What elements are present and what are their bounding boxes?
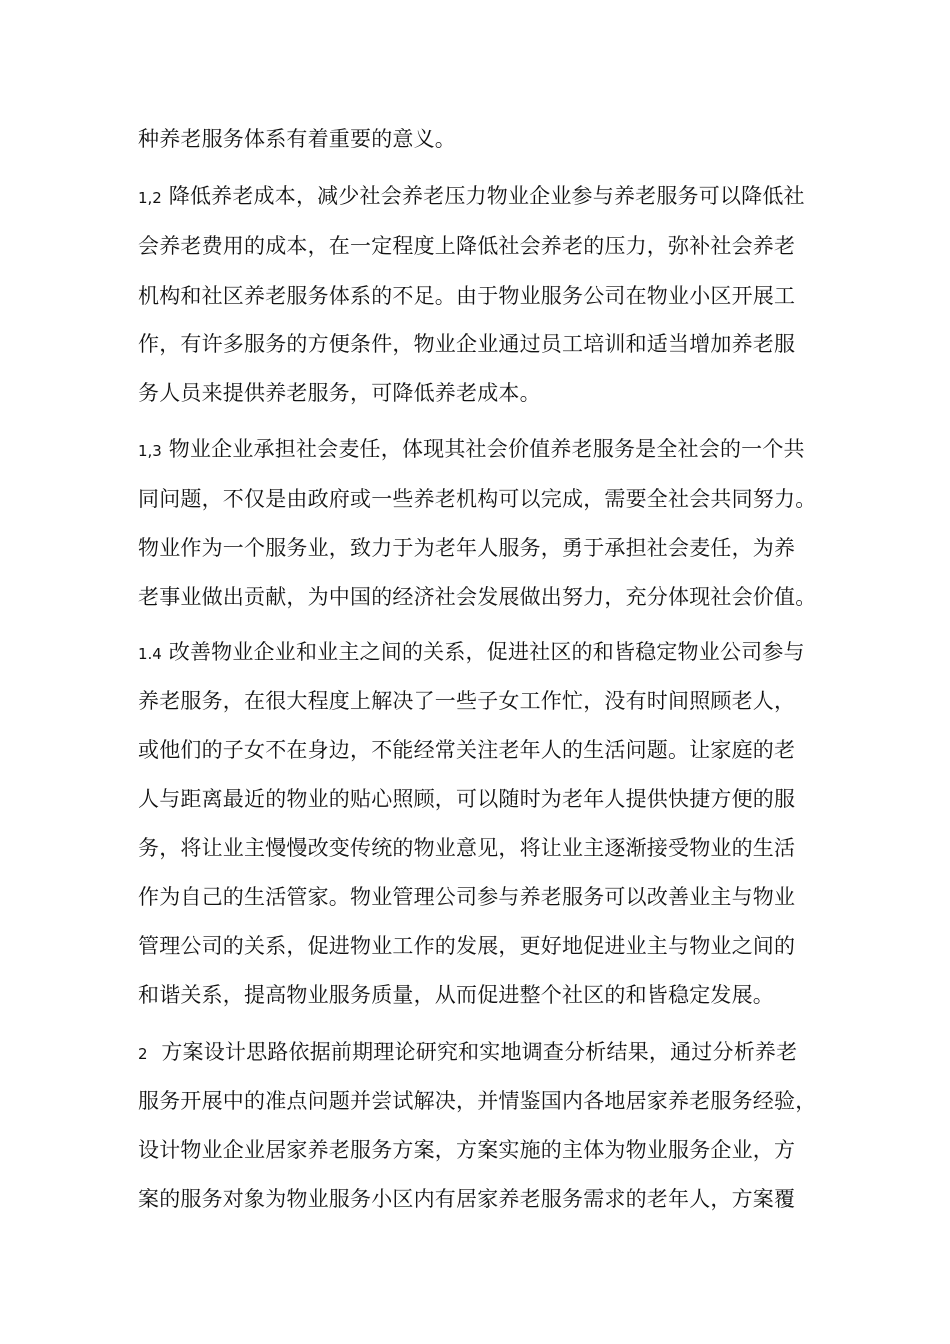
paragraph-line: 2 方案设计思路依据前期理论研究和实地调查分析结果，通过分析养老: [138, 1040, 798, 1064]
section-number: 2: [138, 1045, 148, 1063]
paragraph-line: 种养老服务体系有着重要的意义。: [138, 127, 456, 151]
paragraph-line: 1,2 降低养老成本，减少社会养老压力物业企业参与养老服务可以降低社: [138, 184, 805, 208]
section-number: 1,3: [138, 442, 162, 460]
paragraph-line: 或他们的子女不在身边，不能经常关注老年人的生活问题。让家庭的老: [138, 738, 796, 762]
paragraph-line: 物业作为一个服务业，致力于为老年人服务，勇于承担社会麦任，为养: [138, 536, 796, 560]
paragraph-line: 务，将让业主慢慢改变传统的物业意见，将让业主逐渐接受物业的生活: [138, 836, 796, 860]
paragraph-line: 服务开展中的准点问题并尝试解决，并情鉴国内各地居家养老服务经验，: [138, 1089, 817, 1113]
paragraph-line: 案的服务对象为物业服务小区内有居家养老服务需求的老年人，方案覆: [138, 1187, 796, 1211]
section-number: 1.4: [138, 645, 162, 663]
paragraph-line: 1.4 改善物业企业和业主之间的关系，促进社区的和皆稳定物业公司参与: [138, 640, 805, 664]
section-number: 1,2: [138, 189, 162, 207]
paragraph-line: 人与距离最近的物业的贴心照顾，可以随时为老年人提供快捷方便的服: [138, 787, 796, 811]
paragraph-line: 1,3 物业企业承担社会麦任，体现其社会价值养老服务是全社会的一个共: [138, 437, 805, 461]
paragraph-line: 作为自己的生活管家。物业管理公司参与养老服务可以改善业主与物业: [138, 885, 796, 909]
paragraph-line: 作，有许多服务的方便条件，物业企业通过员工培训和适当增加养老服: [138, 332, 796, 356]
paragraph-line: 同问题，不仅是由政府或一些养老机构可以完成，需要全社会共同努力。: [138, 487, 817, 511]
paragraph-line: 管理公司的关系，促进物业工作的发展，更好地促进业主与物业之间的: [138, 934, 796, 958]
paragraph-line: 养老服务，在很大程度上解决了一些子女工作忙，没有时间照顾老人，: [138, 689, 796, 713]
paragraph-line: 和谐关系，提高物业服务质量，从而促进整个社区的和皆稳定发展。: [138, 983, 774, 1007]
paragraph-line: 务人员来提供养老服务，可降低养老成本。: [138, 381, 541, 405]
paragraph-line: 老事业做出贡献，为中国的经济社会发展做出努力，充分体现社会价值。: [138, 585, 817, 609]
paragraph-line: 会养老费用的成本，在一定程度上降低社会养老的压力，弥补社会养老: [138, 234, 796, 258]
paragraph-line: 机构和社区养老服务体系的不足。由于物业服务公司在物业小区开展工: [138, 284, 796, 308]
paragraph-line: 设计物业企业居家养老服务方案，方案实施的主体为物业服务企业，方: [138, 1138, 796, 1162]
